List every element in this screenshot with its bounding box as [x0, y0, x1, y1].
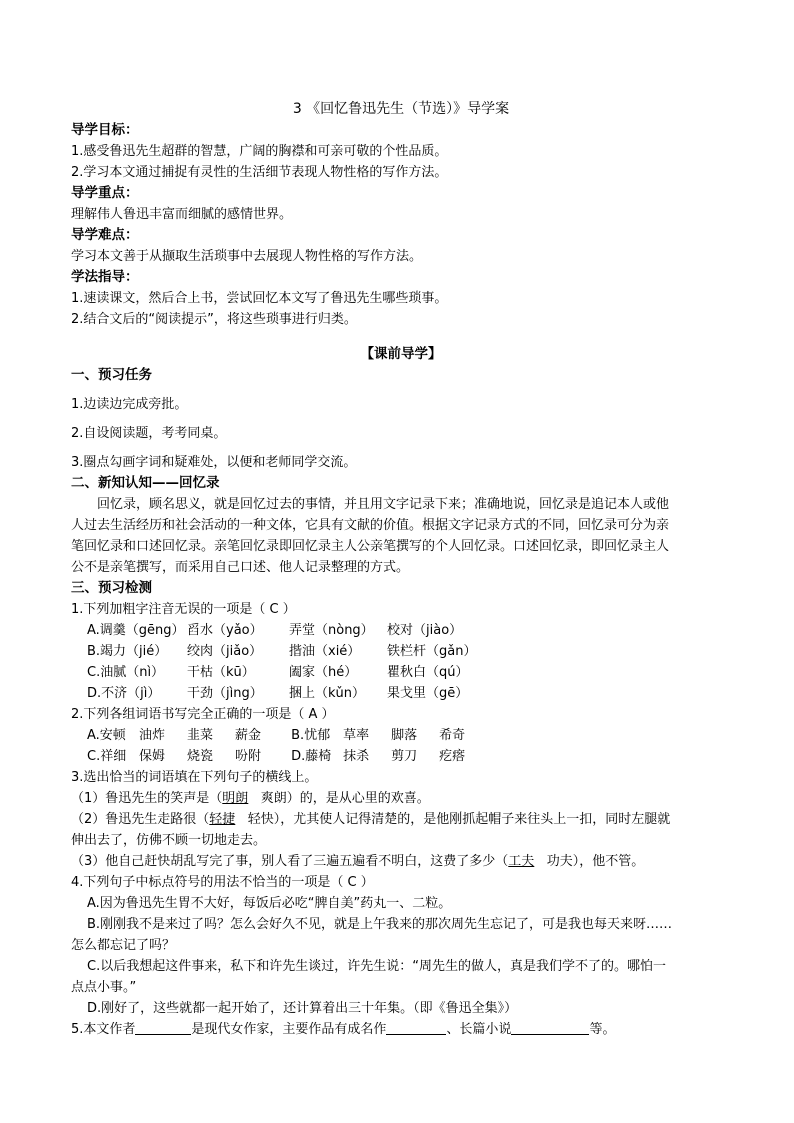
word-choice: 功夫	[546, 854, 573, 869]
word: 保姆	[139, 749, 166, 764]
word-choice: 爽朗	[260, 791, 287, 806]
question-4-stem: 4.下列句子中标点符号的用法不恰当的一项是（ C ）	[71, 875, 374, 890]
question-1-stem: 1.下列加粗字注音无误的一项是（ C ）	[71, 602, 296, 617]
worksheet-page	[71, 98, 731, 1040]
word-group-option	[291, 725, 465, 746]
preview-heading: 一、预习任务	[71, 367, 152, 383]
sentence-text: （2）鲁迅先生走路很（	[71, 812, 210, 827]
word-choice: 明朗	[222, 791, 249, 806]
word: 草率	[343, 728, 370, 743]
method-heading: 学法指导：	[71, 269, 139, 285]
preview-task: 3.圈点勾画字词和疑难处，以便和老师同学交流。	[71, 455, 357, 470]
word: B.忧郁	[291, 728, 331, 743]
question-4-option: B.刚刚我不是来过了吗？怎么会好久不见，就是上午我来的那次周先生忘记了，可是我也每天来呀……	[87, 917, 673, 932]
question-3-stem: 3.选出恰当的词语填在下列句子的横线上。	[71, 770, 318, 785]
pinyin-option: B.竭力（jié）	[87, 644, 168, 659]
question-4-option: D.刚好了，这些就都一起开始了，还计算着出三十年集。（即《鲁迅全集》）	[87, 1001, 518, 1016]
question-5-text: 等。	[589, 1022, 616, 1037]
new-knowledge-paragraph: 笔回忆录和口述回忆录。亲笔回忆录即回忆录主人公亲笔撰写的个人回忆录。口述回忆录，即回忆录主人	[71, 539, 670, 554]
word-choice: 轻快	[247, 812, 274, 827]
question-4-option-cont: 怎么都忘记了吗？	[71, 938, 176, 953]
pinyin-option: C.油腻（nì）	[87, 665, 165, 680]
question-2-option-row	[71, 746, 731, 767]
sentence-text: ），他不管。	[572, 854, 645, 869]
word: C.祥细	[87, 749, 127, 764]
pinyin-option: D.不济（jì）	[87, 686, 161, 701]
question-4-option-cont: 点点小事。”	[71, 980, 137, 995]
word-choice: 轻捷	[209, 812, 236, 827]
word: A.安顿	[87, 728, 126, 743]
pinyin-option: 舀水（yǎo）	[187, 623, 263, 638]
word: 薪金	[235, 728, 262, 743]
page-title: 3 《回忆鲁迅先生（节选）》导学案	[292, 101, 510, 117]
goal-item: 1.感受鲁迅先生超群的智慧，广阔的胸襟和可亲可敬的个性品质。	[71, 144, 448, 159]
word: 烧瓷	[187, 749, 214, 764]
sentence-text: （3）他自己赶快胡乱写完了事，别人看了三遍五遍看不明白，这费了多少（	[71, 854, 509, 869]
question-3-sentence	[71, 851, 731, 872]
question-3-sentence	[71, 788, 731, 809]
new-knowledge-paragraph: 回忆录，顾名思义，就是回忆过去的事情，并且用文字记录下来；准确地说，回忆录是追记本人或他	[97, 497, 670, 512]
question-5-text: 5.本文作者	[71, 1022, 136, 1037]
pinyin-option: 瞿秋白（qú）	[387, 665, 469, 680]
goals-heading: 导学目标：	[71, 122, 139, 138]
pinyin-option: 果戈里（gē）	[387, 686, 469, 701]
preview-task: 1.边读边完成旁批。	[71, 397, 188, 412]
pinyin-option: 干劲（jìng）	[187, 686, 263, 701]
pinyin-option: 铁栏杆（gǎn）	[387, 644, 477, 659]
difficulty-heading: 导学难点：	[71, 227, 139, 243]
question-1-option-row	[71, 662, 731, 683]
word: 剪刀	[391, 749, 418, 764]
word: 脚落	[391, 728, 418, 743]
word: D.藤椅	[291, 749, 332, 764]
word: 油炸	[139, 728, 166, 743]
word: 韭菜	[187, 728, 214, 743]
new-knowledge-heading: 二、新知认知——回忆录	[71, 475, 220, 491]
difficulty-text: 学习本文善于从撷取生活琐事中去展现人物性格的写作方法。	[71, 249, 423, 264]
word-choice: 工夫	[508, 854, 535, 869]
pinyin-option: 校对（jiào）	[387, 623, 463, 638]
word-group-option	[87, 725, 287, 746]
pinyin-option: 绞肉（jiǎo）	[187, 644, 263, 659]
goal-item: 2.学习本文通过捕捉有灵性的生活细节表现人物性格的写作方法。	[71, 165, 448, 180]
pinyin-option: 阖家（hé）	[289, 665, 358, 680]
word: 希奇	[439, 728, 466, 743]
sentence-text: （1）鲁迅先生的笑声是（	[71, 791, 223, 806]
pinyin-option: 弄堂（nòng）	[289, 623, 374, 638]
preview-task: 2.自设阅读题，考考同桌。	[71, 426, 227, 441]
word: 疙瘩	[439, 749, 466, 764]
word: 抹杀	[343, 749, 370, 764]
pinyin-option: 干枯（kū）	[187, 665, 255, 680]
question-1-option-row	[71, 683, 731, 704]
sentence-text: ），尤其使人记得清楚的，是他刚抓起帽子来往头上一扣，同时左腿就	[273, 812, 671, 827]
answer-blank[interactable]	[511, 1020, 589, 1035]
question-5-text: 、长篇小说	[446, 1022, 512, 1037]
check-heading: 三、预习检测	[71, 580, 152, 596]
word: 吩附	[235, 749, 262, 764]
question-1-option-row	[71, 641, 731, 662]
question-5	[71, 1019, 731, 1040]
key-text: 理解伟人鲁迅丰富而细腻的感情世界。	[71, 207, 293, 222]
answer-blank[interactable]	[386, 1020, 446, 1035]
question-5-text: 是现代女作家，主要作品有成名作	[191, 1022, 387, 1037]
answer-blank[interactable]	[135, 1020, 191, 1035]
question-2-option-row	[71, 725, 731, 746]
question-3-sentence-cont: 伸出去了，仿佛不顾一切地走去。	[71, 833, 267, 848]
key-heading: 导学重点：	[71, 185, 139, 201]
question-4-option: C.以后我想起这件事来，私下和许先生谈过，许先生说：“周先生的做人，真是我们学不了的。哪怕一	[87, 959, 666, 974]
pinyin-option: 揩油（xié）	[289, 644, 361, 659]
pinyin-option: A.调羹（gēng）	[87, 623, 185, 638]
question-2-stem: 2.下列各组词语书写完全正确的一项是（ A ）	[71, 707, 335, 722]
new-knowledge-paragraph: 公不是亲笔撰写，而采用自己口述、他人记录整理的方式。	[71, 560, 410, 575]
sentence-text: ）的，是从心里的欢喜。	[286, 791, 430, 806]
method-item: 1.速读课文，然后合上书，尝试回忆本文写了鲁迅先生哪些琐事。	[71, 291, 448, 306]
word-group-option	[291, 746, 465, 767]
new-knowledge-paragraph: 人过去生活经历和社会活动的一种文体，它具有文献的价值。根据文字记录方式的不同，回忆录可分为亲	[71, 518, 670, 533]
question-4-option: A.因为鲁迅先生胃不大好，每饭后必吃“脾自美”药丸一、二粒。	[87, 896, 452, 911]
pinyin-option: 捆上（kǔn）	[289, 686, 366, 701]
method-item: 2.结合文后的“阅读提示”，将这些琐事进行归类。	[71, 312, 357, 327]
preclass-heading: 【课前导学】	[360, 346, 442, 362]
word-group-option	[87, 746, 287, 767]
question-3-sentence	[71, 809, 731, 830]
question-1-option-row	[71, 620, 731, 641]
